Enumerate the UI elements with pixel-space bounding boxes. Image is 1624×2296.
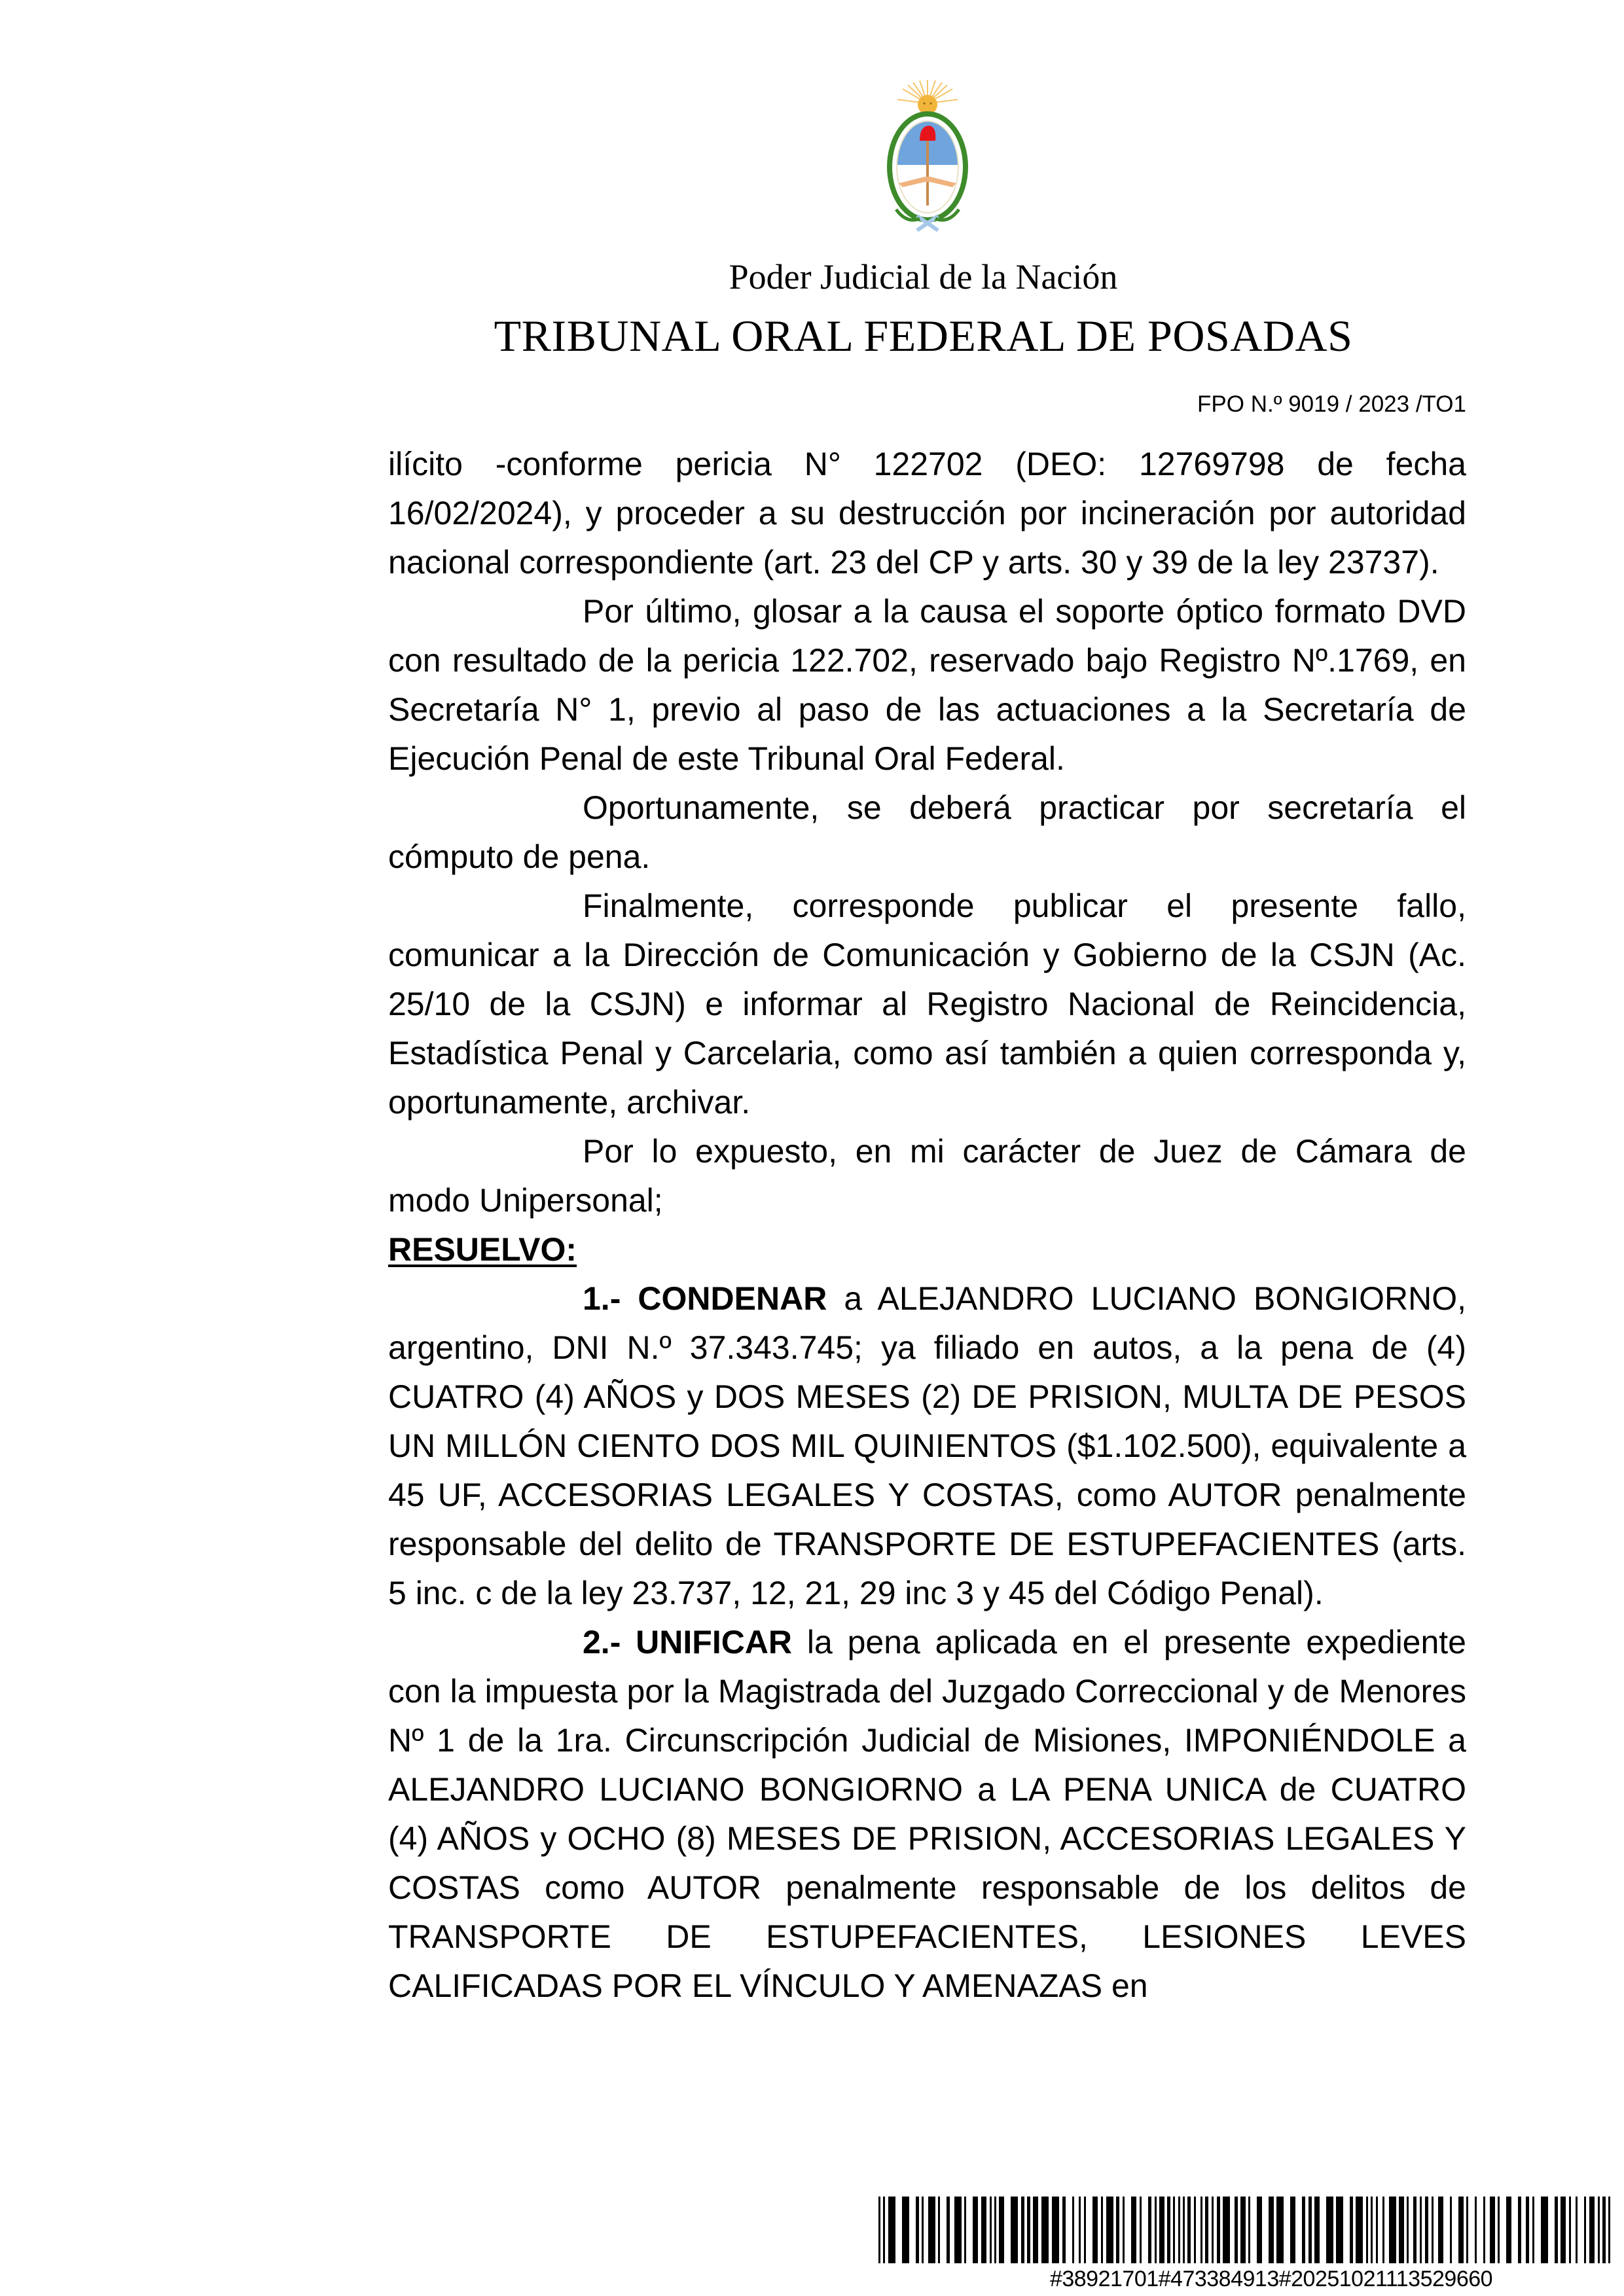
argentina-coat-of-arms-icon — [874, 79, 982, 239]
resolution-item-1 — [388, 1274, 1466, 1618]
barcode-icon — [878, 2197, 1612, 2263]
resuelvo-heading: RESUELVO: — [388, 1231, 577, 1268]
paragraph-sentence-computation: Oportunamente, se deberá practicar por secretaría el cómputo de pena. — [388, 789, 1466, 875]
resolution-item-2-label: 2.- UNIFICAR — [583, 1624, 793, 1660]
court-name: TRIBUNAL ORAL FEDERAL DE POSADAS — [494, 311, 1353, 361]
paragraph-destruction: ilícito -conforme pericia N° 122702 (DEO: 12769798 de fecha 16/02/2024), y proceder a su destrucción por incineración por autoridad nacional correspondiente (art. 23 del CP y arts. 30 y 39 de la ley 23737). — [388, 446, 1466, 581]
barcode-number: #38921701#473384913#20251021113529660 — [1049, 2267, 1493, 2291]
institution-name: Poder Judicial de la Nación — [729, 257, 1118, 296]
paragraph-publication: Finalmente, corresponde publicar el presente fallo, comunicar a la Dirección de Comunicación y Gobierno de la CSJN (Ac. 25/10 de la CSJN) e informar al Registro Nacional de Reincidencia, Estadística Penal y Carcelaria, como así también a quien corresponda y, oportunamente, archivar. — [388, 888, 1466, 1121]
resolution-item-2 — [388, 1618, 1466, 2011]
resolution-item-2-text: la pena aplicada en el presente expediente con la impuesta por la Magistrada del Juzgado Correccional y de Menores Nº 1 de la 1ra. Circunscripción Judicial de Misiones, IMPONIÉNDOLE a ALEJANDRO LUCIANO BONGIORNO a LA PENA UNICA de CUATRO (4) AÑOS y OCHO (8) MESES DE PRISION, ACCESORIAS LEGALES Y COSTAS como AUTOR penalmente responsable de los delitos de TRANSPORTE DE ESTUPEFACIENTES, LESIONES LEVES CALIFICADAS POR EL VÍNCULO Y AMENAZAS en — [388, 1624, 1466, 2004]
paragraph-judge-capacity: Por lo expuesto, en mi carácter de Juez de Cámara de modo Unipersonal; — [388, 1133, 1466, 1219]
document-barcode — [878, 2197, 1612, 2292]
paragraph-dvd-evidence: Por último, glosar a la causa el soporte óptico formato DVD con resultado de la pericia 122.702, reservado bajo Registro Nº.1769, en Secretaría N° 1, previo al paso de las actuaciones a la Secretaría de Ejecución Penal de este Tribunal Oral Federal. — [388, 593, 1466, 777]
resolution-item-1-label: 1.- CONDENAR — [583, 1280, 827, 1317]
document-body — [388, 440, 1466, 2011]
case-number: FPO N.º 9019 / 2023 /TO1 — [1197, 391, 1466, 417]
resolution-item-1-text: a ALEJANDRO LUCIANO BONGIORNO, argentino, DNI N.º 37.343.745; ya filiado en autos, a la pena de (4) CUATRO (4) AÑOS y DOS MESES (2) DE PRISION, MULTA DE PESOS UN MILLÓN CIENTO DOS MIL QUINIENTOS ($1.102.500), equivalente a 45 UF, ACCESORIAS LEGALES Y COSTAS, como AUTOR penalmente responsable del delito de TRANSPORTE DE ESTUPEFACIENTES (arts. 5 inc. c de la ley 23.737, 12, 21, 29 inc 3 y 45 del Código Penal). — [388, 1280, 1466, 1611]
